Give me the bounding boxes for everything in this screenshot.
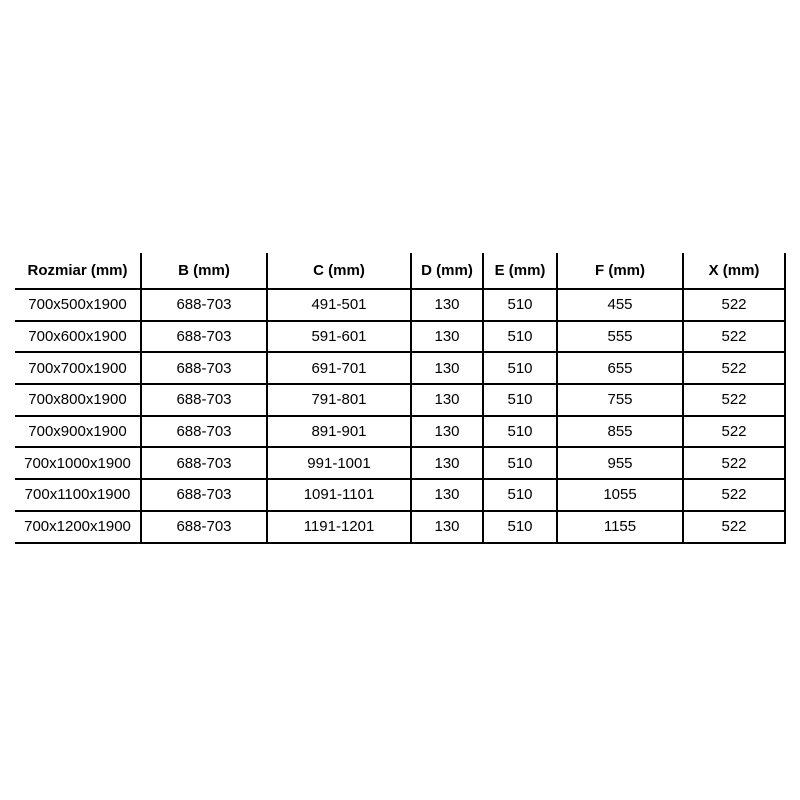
table-cell: 688-703 (141, 321, 267, 353)
table-cell: 688-703 (141, 352, 267, 384)
table-cell: 510 (483, 447, 557, 479)
table-cell: 688-703 (141, 479, 267, 511)
table-cell: 510 (483, 511, 557, 543)
column-header-x: X (mm) (683, 253, 785, 289)
table-cell: 700x500x1900 (15, 289, 141, 321)
table-cell: 700x1200x1900 (15, 511, 141, 543)
table-cell: 130 (411, 384, 483, 416)
table-cell: 555 (557, 321, 683, 353)
table-cell: 755 (557, 384, 683, 416)
column-header-b: B (mm) (141, 253, 267, 289)
table-cell: 700x1000x1900 (15, 447, 141, 479)
table-cell: 700x800x1900 (15, 384, 141, 416)
table-cell: 700x1100x1900 (15, 479, 141, 511)
table-cell: 700x900x1900 (15, 416, 141, 448)
table-row (15, 289, 785, 321)
table-cell: 700x700x1900 (15, 352, 141, 384)
table-cell: 591-601 (267, 321, 411, 353)
table-cell: 510 (483, 384, 557, 416)
table-cell: 130 (411, 321, 483, 353)
dimensions-table (15, 253, 786, 544)
table-cell: 855 (557, 416, 683, 448)
table-cell: 1191-1201 (267, 511, 411, 543)
table-cell: 130 (411, 352, 483, 384)
table-cell: 510 (483, 352, 557, 384)
column-header-d: D (mm) (411, 253, 483, 289)
table-cell: 991-1001 (267, 447, 411, 479)
table-cell: 130 (411, 479, 483, 511)
table-cell: 130 (411, 511, 483, 543)
column-header-c: C (mm) (267, 253, 411, 289)
table-cell: 688-703 (141, 447, 267, 479)
table-cell: 1091-1101 (267, 479, 411, 511)
table-cell: 130 (411, 289, 483, 321)
table-cell: 522 (683, 384, 785, 416)
table-cell: 491-501 (267, 289, 411, 321)
table-cell: 688-703 (141, 416, 267, 448)
table-row (15, 447, 785, 479)
table-row (15, 479, 785, 511)
table-cell: 655 (557, 352, 683, 384)
table-row (15, 511, 785, 543)
table-cell: 700x600x1900 (15, 321, 141, 353)
table-row (15, 352, 785, 384)
table-cell: 522 (683, 321, 785, 353)
table-row (15, 416, 785, 448)
table-cell: 688-703 (141, 289, 267, 321)
table-cell: 1155 (557, 511, 683, 543)
table-cell: 510 (483, 321, 557, 353)
table-cell: 955 (557, 447, 683, 479)
table-cell: 688-703 (141, 384, 267, 416)
table-cell: 691-701 (267, 352, 411, 384)
table-cell: 522 (683, 479, 785, 511)
table-cell: 455 (557, 289, 683, 321)
table-cell: 522 (683, 416, 785, 448)
table-cell: 522 (683, 289, 785, 321)
table-row (15, 321, 785, 353)
table-cell: 791-801 (267, 384, 411, 416)
table-cell: 891-901 (267, 416, 411, 448)
table-cell: 130 (411, 416, 483, 448)
table-cell: 510 (483, 416, 557, 448)
table-cell: 688-703 (141, 511, 267, 543)
table-row (15, 384, 785, 416)
column-header-rozmiar: Rozmiar (mm) (15, 253, 141, 289)
table-cell: 522 (683, 511, 785, 543)
table-cell: 522 (683, 447, 785, 479)
column-header-f: F (mm) (557, 253, 683, 289)
column-header-e: E (mm) (483, 253, 557, 289)
table-cell: 1055 (557, 479, 683, 511)
table-cell: 130 (411, 447, 483, 479)
table-header-row (15, 253, 785, 289)
table-cell: 510 (483, 289, 557, 321)
table-cell: 522 (683, 352, 785, 384)
table-body (15, 289, 785, 543)
table-cell: 510 (483, 479, 557, 511)
